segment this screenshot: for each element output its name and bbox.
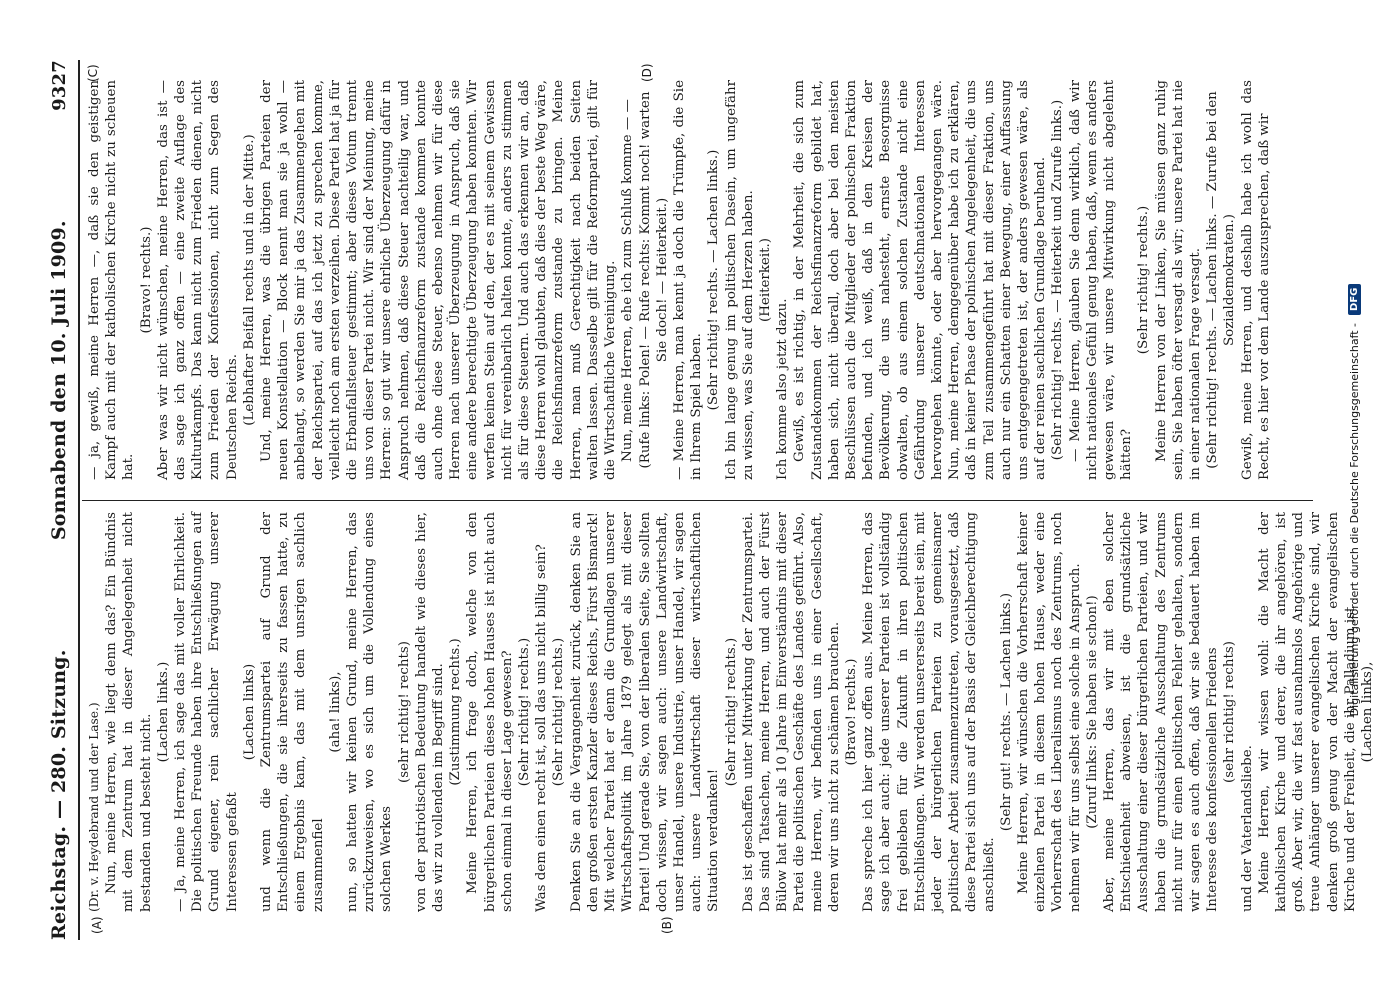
paragraph: von der patriotischen Bedeutung handelt wie dieses hier, das wir zu vollenden im Begriff sind. [413,512,447,912]
paragraph: (Sehr richtig! rechts. — Lachen links. — Zurufe bei den Sozialdemokraten.) [1205,91,1238,469]
paragraph: (Lachen links), [1360,661,1376,763]
paragraph: (Sehr richtig! rechts.) [551,637,567,787]
paragraph: (Sehr richtig! rechts.) [723,637,739,787]
paragraph: Gewiß, meine Herren, und deshalb habe ich wohl das Recht, es hier vor dem Lande auszusprechen, daß wir [1239,80,1272,480]
paragraph: (aha! links), [327,671,343,753]
paragraph: Meine Herren von der Linken, Sie müssen ganz ruhig sein, Sie haben öfter versagt als wir; unsere Partei hat nie in einer nationalen Frage versagt. [1153,80,1203,480]
paragraph: und wenn die Zentrumspartei auf Grund der Entschließungen, die sie ihrerseits zu fassen hatte, zu einem Ergebnis kam, das mit dem unsrigen sachlich zusammenfiel [259,512,326,912]
page-header [28,60,70,940]
paragraph: (Sehr richtig! rechts. — Lachen links.) [706,149,722,411]
paragraph: Nun, meine Herren, ehe ich zum Schluß komme — — [620,99,636,462]
paragraph: (Sehr richtig! rechts.) [1136,205,1152,355]
paragraph: (Bravo! rechts.) [138,226,154,334]
paragraph: Gewiß, es ist richtig, in der Mehrheit, die sich zum Zustandekommen der Reichsfinanzreform gebildet hat, haben sich, nicht überall, doch aber bei den meisten Beschlüssen auch die Mitglieder der polnischen Fraktion befunden, und ich weiß, daß in den Kreisen der Bevölkerung, die uns nahesteht, ernste Besorgnisse obwalten, ob aus einem solchen Zustande nicht eine Gefährdung unserer deutschnationalen Interessen hervorgehen könnte, oder aber hervorgegangen wäre. Nun, meine Herren, demgegenüber habe ich zu erklären, daß in keiner Phase der polnischen Angelegenheit, die uns zum Teil zusammengeführt hat mit dieser Fraktion, uns auch nur ein Schatten einer Bewegung, einer Auffassung uns entgegengetreten ist, der anders gewesen wäre, als auf der reinen sachlichen Grundlage beruhend. [792,80,1049,480]
paragraph: Meine Herren, wir wissen wohl: die Macht der katholischen Kirche und derer, die ihr angehören, ist groß. Aber wir, die wir fast ausnahmslos Angehörige und treue Anhänger unserer evangelischen Kirche sind, wir denken groß genug von der Macht der evangelischen Kirche und der Freiheit, die ihr Palladium ist [1256,512,1358,912]
margin-marker-b: (B) [660,916,674,934]
paragraph: (Zuruf links: Sie haben sie schon!) [1084,595,1100,829]
paragraph: Das ist geschaffen unter Mitwirkung der Zentrumspartei. Das sind Tatsachen, meine Herren, und auch der Fürst Bülow hat mehr als 10 Jahre im Einverständnis mit dieser Partei die politischen Geschäfte des Landes geführt. Also, meine Herren, wir befinden uns in einer Gesellschaft, deren wir uns nicht zu schämen brauchen. [740,512,842,912]
paragraph: — Ja, meine Herren, ich sage das mit voller Ehrlichkeit. Die politischen Freunde haben ihre Entschließungen auf Grund eigener, rein sachlicher Erwägung unserer Interessen gefaßt [173,512,240,912]
paragraph: (Lebhafter Beifall rechts und in der Mitte.) [241,134,257,426]
header-left: Reichstag. — 280. Sitzung. [48,649,70,940]
margin-marker-c: (C) [86,64,100,82]
paragraph: Denken Sie an die Vergangenheit zurück, denken Sie an den großen ersten Kanzler dieses Reichs, Fürst Bismarck! Mit welcher Partei hat er denn die Grundlagen unserer Wirtschaftspolitik im Jahre 1879 gelegt als mit dieser Partei! Und gerade Sie, von der liberalen Seite, Sie sollten doch wissen, wir sagen auch: unsere Landwirtschaft, unser Handel, unsere Industrie, unser Handel, wir sagen auch: unsere Landwirtschaft dieser wirtschaftlichen Situation verdanken! [568,512,722,912]
footer-credit [1342,0,1366,1000]
header-rule [78,60,80,940]
paragraph: Meine Herren, ich frage doch, welche von den bürgerlichen Parteien dieses hohen Hauses ist nicht auch schon einmal in dieser Lage gewesen? [465,512,515,912]
paragraph: Ich bin lange genug im politischen Dasein, um ungefähr zu wissen, was Sie auf dem Herzen haben. [723,80,756,480]
paragraph: (Heiterkeit.) [757,238,773,322]
paragraph: Ich komme also jetzt dazu. [775,298,791,480]
paragraph: Meine Herren, wir wünschen die Vorherrschaft keiner einzelnen Partei in diesem hohen Hause, weder eine Vorherrschaft des Liberalismus noch des Zentrums, noch nehmen wir für uns selbst eine solche in Anspruch. [1015,512,1083,912]
margin-marker-a: (A) [90,916,104,934]
paragraph: Und, meine Herren, was die übrigen Parteien der neuen Konstellation — Block nennt man sie ja wohl — anbelangt, so werden Sie mir ja das Zusammengehen mit der Reichspartei, auf das ich jetzt zu sprechen komme, vielleicht noch am ersten verzeihen. Diese Partei hat ja für die Erbanfallsteuer gestimmt; aber dieses Votum trennt uns von dieser Partei nicht. Wir sind der Meinung, meine Herren: so gut wir unsere ehrliche Überzeugung dafür in Anspruch nehmen, daß diese Steuer nachteilig war, und daß die Reichsfinanzreform zustande kommen konnte auch ohne diese Steuer, ebenso nehmen wir für diese Herren nach unserer Überzeugung in Anspruch, daß sie eine andere berechtigte Überzeugung haben konnten. Wir werfen keinen Stein auf den, der es mit seinem Gewissen nicht für vereinbarlich halten konnte, anders zu stimmen als für diese Steuern. Und auch das erkennen wir an, daß diese Herren wohl glaubten, daß dies der beste Weg wäre, die Reichsfinanzreform zustande zu bringen. Meine Herren, man muß Gerechtigkeit nach beiden Seiten walten lassen. Dasselbe gilt für die Reformpartei, gilt für die Wirtschaftliche Vereinigung. [259,80,619,480]
right-text-column [86,80,1313,480]
paragraph: (Rufe links: Polen! — Rufe rechts: Kommt noch! warten Sie doch! — Heiterkeit.) [637,91,670,469]
paragraph: (Sehr gut! rechts. — Lachen links.) [998,592,1014,832]
paragraph: Aber was wir nicht wünschen, meine Herren, das ist — das sage ich ganz offen — eine zweite Auflage des Kulturkampfs. Das kann nicht zum Frieden dienen, nicht zum Frieden der Konfessionen, nicht zum Segen des Deutschen Reichs. [155,80,240,480]
paragraph: (Lachen links.) [155,661,171,763]
paragraph: Das spreche ich hier ganz offen aus. Meine Herren, das sage ich aber auch: jede unserer Parteien ist vollständig frei geblieben für die Zukunft in ihren politischen Entschließungen. Wir werden unsererseits bereit sein, mit jeder der bürgerlichen Parteien zu gemeinsamer politischer Arbeit zusammenzutreten, vorausgesetzt, daß diese Partei sich uns auf der Basis der Gleichberechtigung anschließt. [861,512,997,912]
paragraph: (Dr. v. Heydebrand und der Lase.) [87,702,101,912]
paragraph: (sehr richtig! rechts) [396,641,412,783]
paragraph: Nun, meine Herren, wie liegt denn das? Ein Bündnis mit dem Zentrum hat in dieser Angelegenheit nicht bestanden und besteht nicht. [104,512,154,912]
page-number: 9327 [49,60,70,111]
paragraph: (Sehr richtig! rechts. — Heiterkeit und Zurufe links.) [1050,99,1066,461]
paragraph: Was dem einen recht ist, soll das uns nicht billig sein? [534,544,550,912]
paragraph: (sehr richtig! rechts) [1222,641,1238,783]
paragraph: (Sehr richtig! rechts.) [517,637,533,787]
footer-text: Digitalisierung gefördert durch die Deutsche Forschungsgemeinschaft - [1347,322,1361,717]
dfg-logo: DFG [1348,284,1361,315]
paragraph: nun, so hatten wir keinen Grund, meine Herren, das zurückzuweisen, wo es sich um die Vollendung eines solchen Werkes [345,512,395,912]
paragraph: — Meine Herren, glauben Sie denn wirklich, daß wir nicht nationales Gefühl genug haben, daß, wenn es anders gewesen wäre, wir unsere Mitwirkung nicht abgelehnt hätten? [1067,80,1135,480]
paragraph: (Lachen links) [241,663,257,761]
margin-marker-d: (D) [640,63,654,82]
paragraph: — Meine Herren, man kennt ja doch die Trümpfe, die Sie in Ihrem Spiel haben. [671,80,705,480]
paragraph: Aber, meine Herren, das wir mit eben solcher Entschiedenheit abweisen, ist die grundsätzliche Ausschaltung einer dieser bürgerlichen Parteien, und wir haben die grundsätzliche Ausschaltung des Zentrums nicht nur für einen politischen Fehler gehalten, sondern wir sagen es auch offen, daß wir sie bedauert haben im Interesse des konfessionellen Friedens [1101,512,1221,912]
header-date: Sonnabend den 10. Juli 1909. [48,220,70,541]
paragraph: und der Vaterlandsliebe. [1239,745,1255,912]
paragraph: (Zustimmung rechts.) [448,638,464,786]
column-divider [82,500,1313,501]
paragraph: (Bravo! rechts.) [843,658,859,766]
paragraph: — ja, gewiß, meine Herren —, daß sie den geistigen Kampf auch mit der katholischen Kirche nicht zu scheuen hat. [87,80,137,480]
